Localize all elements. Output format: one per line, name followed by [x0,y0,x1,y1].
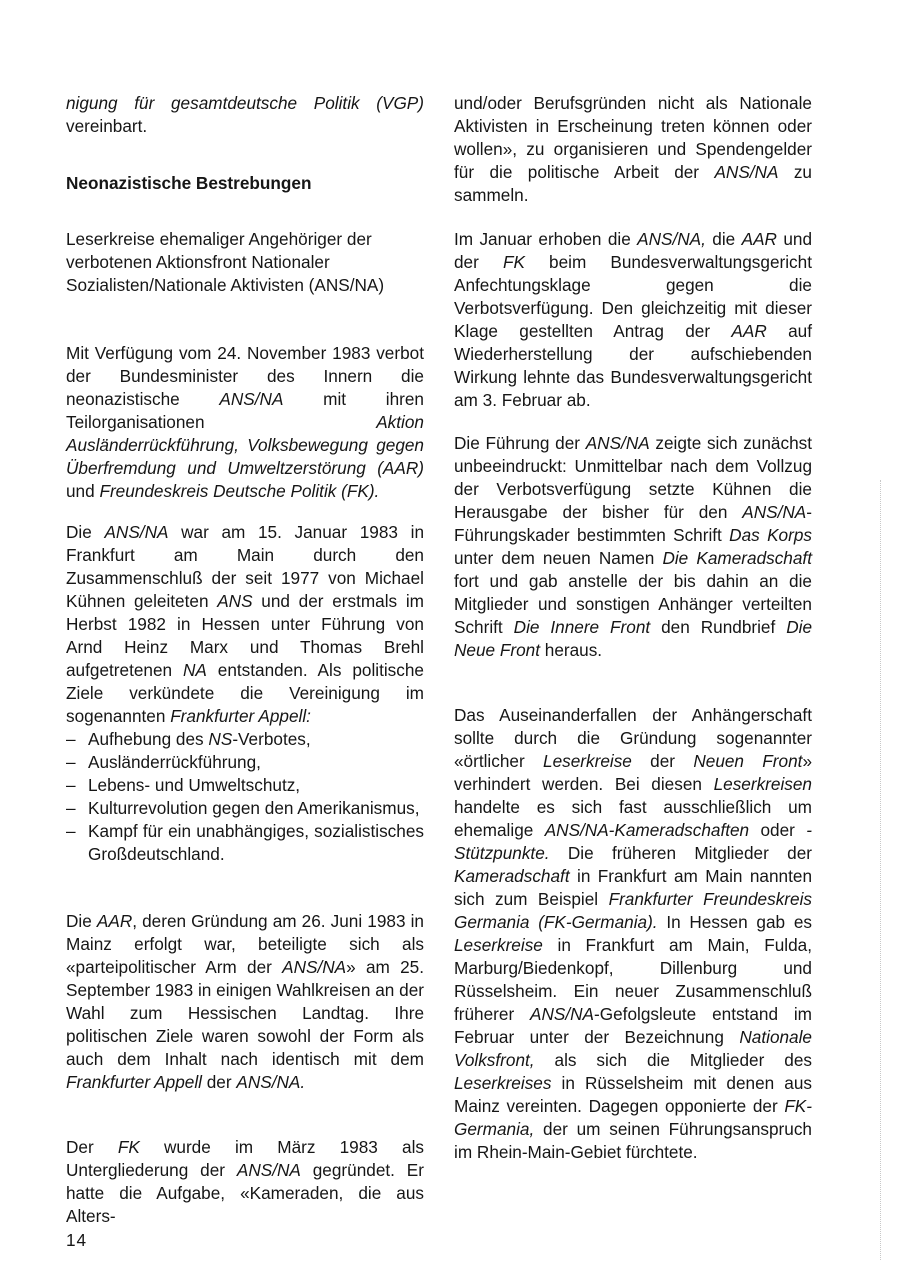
scan-edge [880,480,881,1260]
section-heading: Neonazistische Bestrebungen [66,173,312,193]
italic-term: FK-Germania, [454,1096,812,1139]
paragraph-aar [66,910,424,1094]
text-run: und der [454,229,812,272]
text-run: Die Führung der [454,433,586,453]
italic-term: Das Korps [729,525,812,545]
text-run: -Gefolgsleute entstand im Februar unter der Bezeichnung [454,1004,812,1047]
italic-term: FK [502,252,525,272]
italic-term: NA [182,660,207,680]
italic-term: -Stützpunkte. [454,820,812,863]
text-run: In Hessen gab es [657,912,812,932]
list-item [66,820,424,866]
italic-term: FK [117,1137,140,1157]
text-run: und der erstmals im Herbst 1982 in Hessen unter Führung von Arnd Heinz Marx und Thomas Brehl aufgetretenen [66,591,424,680]
text-run: der [631,751,694,771]
italic-term: ANS/NA. [236,1072,306,1092]
italic-term: Nationale Volksfront, [454,1027,812,1070]
continued-text [66,92,424,138]
italic-term: ANS/NA [742,502,807,522]
paragraph-leserkreise [454,704,812,1164]
text-run: Kulturrevolution gegen den Amerikanismus, [88,798,420,818]
italic-term: ANS/NA [282,957,347,977]
italic-term: AAR [731,321,767,341]
list-item [66,728,424,751]
text-run: wurde im März 1983 als Untergliederung der [66,1137,424,1180]
text-run: Mit Verfügung vom 24. November 1983 verbot der Bundesminister des Innern die neonazistische [66,343,424,409]
text-run: » verhindert werden. Bei diesen [454,751,812,794]
text-run: vereinbart. [66,116,148,136]
text-run: in Rüsselsheim mit denen aus Mainz vereinten. Dagegen opponierte der [454,1073,812,1116]
italic-term: ANS/NA [714,162,779,182]
text-run: Der [66,1137,118,1157]
list-item [66,797,424,820]
italic-term: Aktion Ausländerrückführung, Volksbewegung gegen Überfremdung und Umweltzerstörung (AAR) [66,412,424,478]
italic-term: Kameradschaft [454,866,570,886]
italic-term: Die Kameradschaft [662,548,812,568]
italic-term: Neuen Front [693,751,803,771]
text-run: als sich die Mitglieder des [534,1050,812,1070]
text-run: der um seinen Führungsanspruch im Rhein-Main-Gebiet fürchtete. [454,1119,812,1162]
italic-term: NS [208,729,233,749]
paragraph-gruendung [66,521,424,866]
italic-term: AAR [741,229,777,249]
text-run: Im Januar erhoben die [454,229,638,249]
text-run: Ausländerrückführung, [88,752,261,772]
italic-term: nigung für gesamtdeutsche Politik (VGP) [66,93,424,113]
italic-term: Leserkreisen [713,774,812,794]
italic-term: ANS/NA [236,1160,301,1180]
italic-term: ANS/NA [530,1004,595,1024]
text-run: in Frankfurt am Main, Fulda, Marburg/Biedenkopf, Dillenburg und Rüsselsheim. Ein neuer Zusammenschluß früherer [454,935,812,1024]
continued-text [454,92,812,207]
text-run: Das Auseinanderfallen der Anhängerschaft sollte durch die Gründung sogenannter «örtlicher [454,705,812,771]
text-run: Die [66,911,97,931]
text-run: gegründet. Er hatte die Aufgabe, «Kameraden, die aus Alters- [66,1160,424,1226]
paragraph-klage [454,228,812,412]
text-run: beim Bundesverwaltungsgericht Anfechtungsklage gegen die Verbotsverfügung. Den gleichzeitig mit dieser Klage gestellten Antrag der [454,252,812,341]
italic-term: AAR [96,911,133,931]
paragraph-verbot [66,342,424,503]
italic-term: ANS/NA, [637,229,706,249]
page-number: 14 [66,1230,88,1250]
text-run: , deren Gründung am 26. Juni 1983 in Mainz erfolgt war, beteiligte sich als «parteipolitischer Arm der [66,911,424,977]
text-run: den Rundbrief [650,617,787,637]
text-run: Aufhebung des [88,729,209,749]
text-run: zeigte sich zunächst unbeeindruckt: Unmittelbar nach dem Vollzug der Verbotsverfügung setzte Kühnen die Herausgabe der bisher für den [454,433,812,522]
italic-term: Frankfurter Appell: [170,706,311,726]
text-run: die [705,229,742,249]
list-item [66,751,424,774]
italic-term: Die Neue Front [454,617,813,660]
text-run: Die [66,522,105,542]
list-item [66,774,424,797]
text-run: und [66,481,100,501]
text-run: entstanden. Als politische Ziele verkündete die Vereinigung im sogenannten [66,660,424,726]
italic-term: ANS/NA [104,522,169,542]
paragraph-fuehrung [454,432,812,662]
text-run: unter dem neuen Namen [454,548,663,568]
italic-term: ANS/NA-Kameradschaften [544,820,750,840]
text-run: -Verbotes, [232,729,311,749]
text-run: und/oder Berufsgründen nicht als Nationale Aktivisten in Erscheinung treten können oder wollen», zu organisieren und Spendengelder für die politische Arbeit der [454,93,812,182]
italic-term: ANS/NA [585,433,650,453]
italic-term: ANS/NA [219,389,284,409]
text-run: -Führungskader bestimmten Schrift [454,502,812,545]
italic-term: ANS [217,591,253,611]
italic-term: Leserkreise [454,935,543,955]
text-run: zu sammeln. [454,162,812,205]
text-run: in Frankfurt am Main nannten sich zum Beispiel [454,866,812,909]
text-run: fort und gab anstelle der bis dahin an die Mitglieder und sonstigen Anhänger verteilten Schrift [454,571,812,637]
text-run: Die früheren Mitglieder der [549,843,812,863]
text-run: Lebens- und Umweltschutz, [88,775,301,795]
text-run: auf Wiederherstellung der aufschiebenden Wirkung lehnte das Bundesverwaltungsgericht am 3. Februar ab. [454,321,812,410]
text-run: » am 25. September 1983 in einigen Wahlkreisen an der Wahl zum Hessischen Landtag. Ihre politischen Ziele waren sowohl der Form als auch dem Inhalt nach identisch mit dem [66,957,424,1069]
italic-term: Freundeskreis Deutsche Politik (FK). [99,481,380,501]
text-run: heraus. [539,640,603,660]
italic-term: Leserkreises [454,1073,552,1093]
goals-list [66,728,424,866]
text-run: mit ihren Teilorganisationen [66,389,424,432]
text-run: war am 15. Januar 1983 in Frankfurt am Main durch den Zusammenschluß der seit 1977 von Michael Kühnen geleiteten [66,522,424,611]
text-run: Kampf für ein unabhängiges, sozialistisches Großdeutschland. [88,821,424,864]
text-run: handelte es sich fast ausschließlich um ehemalige [454,797,812,840]
italic-term: Leserkreise [543,751,632,771]
text-run: der [201,1072,237,1092]
subheading: Leserkreise ehemaliger Angehöriger der verbotenen Aktionsfront Nationaler Sozialisten/Nationale Aktivisten (ANS/NA) [66,229,385,295]
italic-term: Die Innere Front [513,617,651,637]
italic-term: Frankfurter Appell [66,1072,202,1092]
text-run: oder [749,820,807,840]
italic-term: Frankfurter Freundeskreis Germania (FK-Germania). [454,889,812,932]
paragraph-fk [66,1136,424,1228]
